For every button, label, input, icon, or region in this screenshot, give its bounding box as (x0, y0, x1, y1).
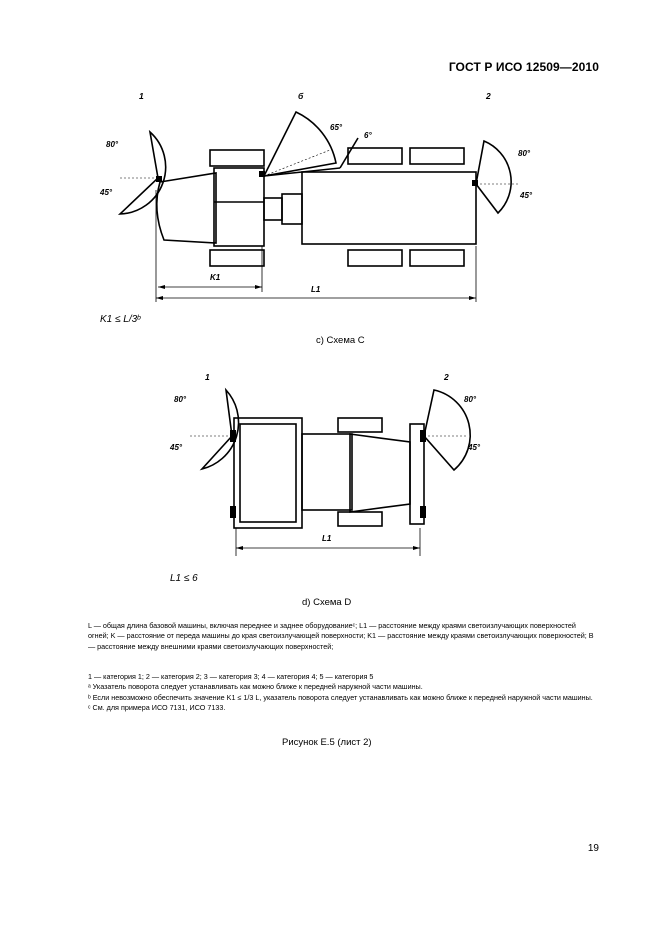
dimension-l1-label: L1 (322, 534, 332, 543)
left-light-sector (120, 132, 166, 214)
light-marker (420, 430, 426, 442)
document-header: ГОСТ Р ИСО 12509—2010 (448, 60, 599, 74)
cab (214, 168, 264, 246)
caption-scheme-d: d) Схема D (302, 597, 352, 608)
angle-label: 80° (464, 395, 477, 404)
legend-note-c: ᶜ См. для примера ИСО 7131, ИСО 7133. (88, 702, 226, 712)
legend-categories: 1 — категория 1; 2 — категория 2; 3 — категория 3; 4 — категория 4; 5 — категория 5 (88, 672, 374, 681)
angle-label: 45° (100, 188, 113, 197)
legend-note-a: ᵃ Указатель поворота следует устанавливать как можно ближе к передней наружной части машины. (88, 682, 423, 692)
light-marker (230, 430, 236, 442)
page-number: 19 (587, 843, 599, 854)
left-light-sector (202, 390, 239, 469)
connector (302, 434, 352, 510)
legend-notes (88, 672, 598, 713)
marker-2: 2 (444, 372, 449, 382)
angle-label: 45° (170, 443, 183, 452)
cab (234, 418, 302, 528)
angle-label: 45° (520, 191, 533, 200)
wheel (210, 250, 264, 266)
light-marker (230, 506, 236, 518)
main-body (302, 172, 476, 244)
wheel (410, 148, 464, 164)
wheel (348, 148, 402, 164)
angle-label: 80° (174, 395, 187, 404)
diagram-scheme-d (0, 360, 661, 560)
light-marker (472, 180, 478, 186)
wheel (410, 250, 464, 266)
right-light-sector (476, 141, 511, 213)
angle-label: 80° (106, 140, 119, 149)
legend-definitions (88, 621, 598, 652)
angle-label: 65° (330, 123, 343, 132)
legend-note-b: ᵇ Если невозможно обеспечить значение K1 ≤ 1/3 L, указатель поворота следует устанавливать как можно ближе к передней наружной части машины. (88, 692, 593, 702)
condition-c: K1 ≤ L/3ᵇ (100, 314, 141, 325)
rear-body (350, 434, 410, 512)
condition-d: L1 ≤ 6 (170, 573, 198, 584)
angle-label: 6° (364, 131, 372, 140)
light-marker (420, 506, 426, 518)
marker-2: 2 (486, 91, 491, 101)
diagram-scheme-c (0, 0, 661, 330)
center-light-sector (264, 112, 336, 176)
angle-label: 80° (518, 149, 531, 158)
wheel (348, 250, 402, 266)
dimension-l1-label: L1 (311, 285, 321, 294)
figure-title: Рисунок Е.5 (лист 2) (282, 737, 372, 748)
wheel (210, 150, 264, 166)
light-marker (156, 176, 162, 182)
light-marker (259, 171, 265, 177)
cab-front (157, 173, 216, 243)
marker-b: б (298, 91, 304, 101)
wheel (338, 418, 382, 432)
angle-label: 45° (468, 443, 481, 452)
marker-1: 1 (139, 91, 144, 101)
marker-1: 1 (205, 372, 210, 382)
legend-definitions-text: L — общая длина базовой машины, включая переднее и заднее оборудованиеᶜ; L1 — расстояние между краями светоизлучающих поверхностей огней; K — расстояние от переда машины до края светоизлучающей поверхности; K1 — расстояние между краями светоизлучающих поверхностей; B — расстояние между внешними краями светоизлучающих поверхностей; (88, 621, 594, 651)
dimension-k1-label: K1 (210, 273, 221, 282)
wheel (338, 512, 382, 526)
caption-scheme-c: c) Схема С (316, 335, 365, 346)
